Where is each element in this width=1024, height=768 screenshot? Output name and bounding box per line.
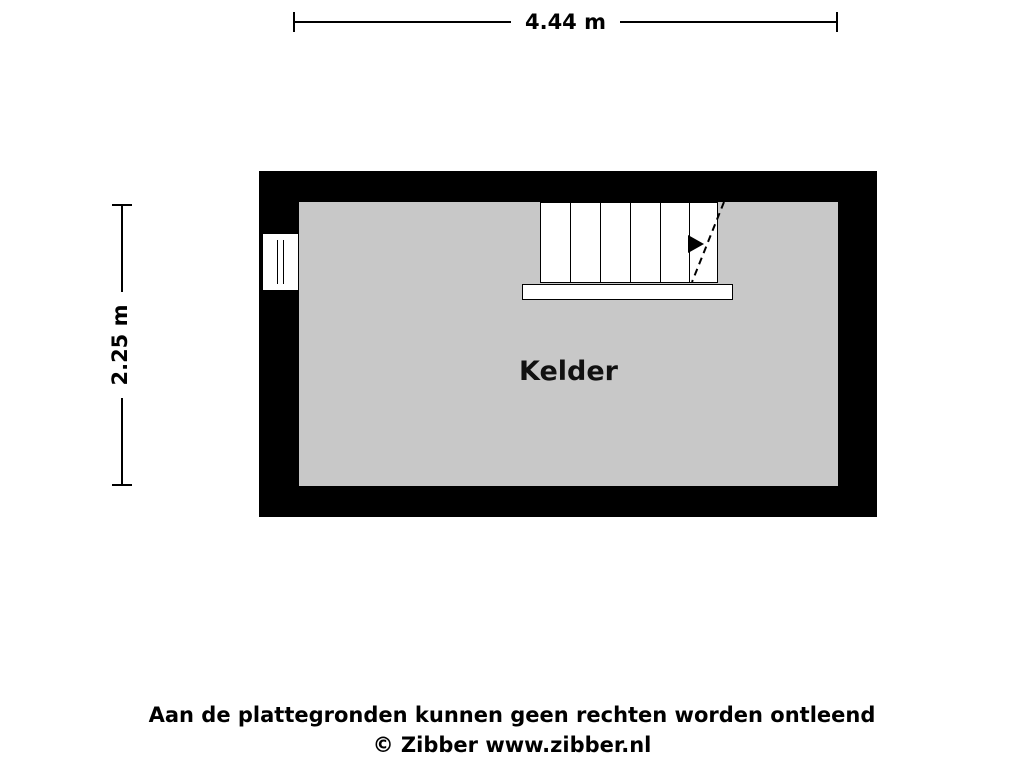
- window-pane: [277, 240, 284, 284]
- height-dimension-value: 2.25 m: [106, 293, 134, 398]
- stair-tread-line: [600, 203, 601, 282]
- stair-landing: [522, 284, 733, 300]
- width-dimension-label: [293, 8, 838, 36]
- copyright-text: © Zibber www.zibber.nl: [372, 733, 652, 757]
- footer: [0, 700, 1024, 760]
- staircase: [540, 202, 752, 300]
- width-dimension: [293, 12, 838, 48]
- width-dimension-value: 4.44 m: [511, 8, 620, 36]
- window-icon: [262, 233, 299, 291]
- floor-plan: [259, 171, 877, 517]
- stair-tread-line: [660, 203, 661, 282]
- height-dimension-label: [106, 225, 134, 465]
- height-dimension: [100, 204, 146, 486]
- stair-tread-line: [570, 203, 571, 282]
- stair-tread-line: [630, 203, 631, 282]
- stair-direction-arrow-icon: [688, 235, 704, 253]
- room-label: Kelder: [519, 356, 618, 387]
- disclaimer-text: Aan de plattegronden kunnen geen rechten worden ontleend: [148, 703, 876, 727]
